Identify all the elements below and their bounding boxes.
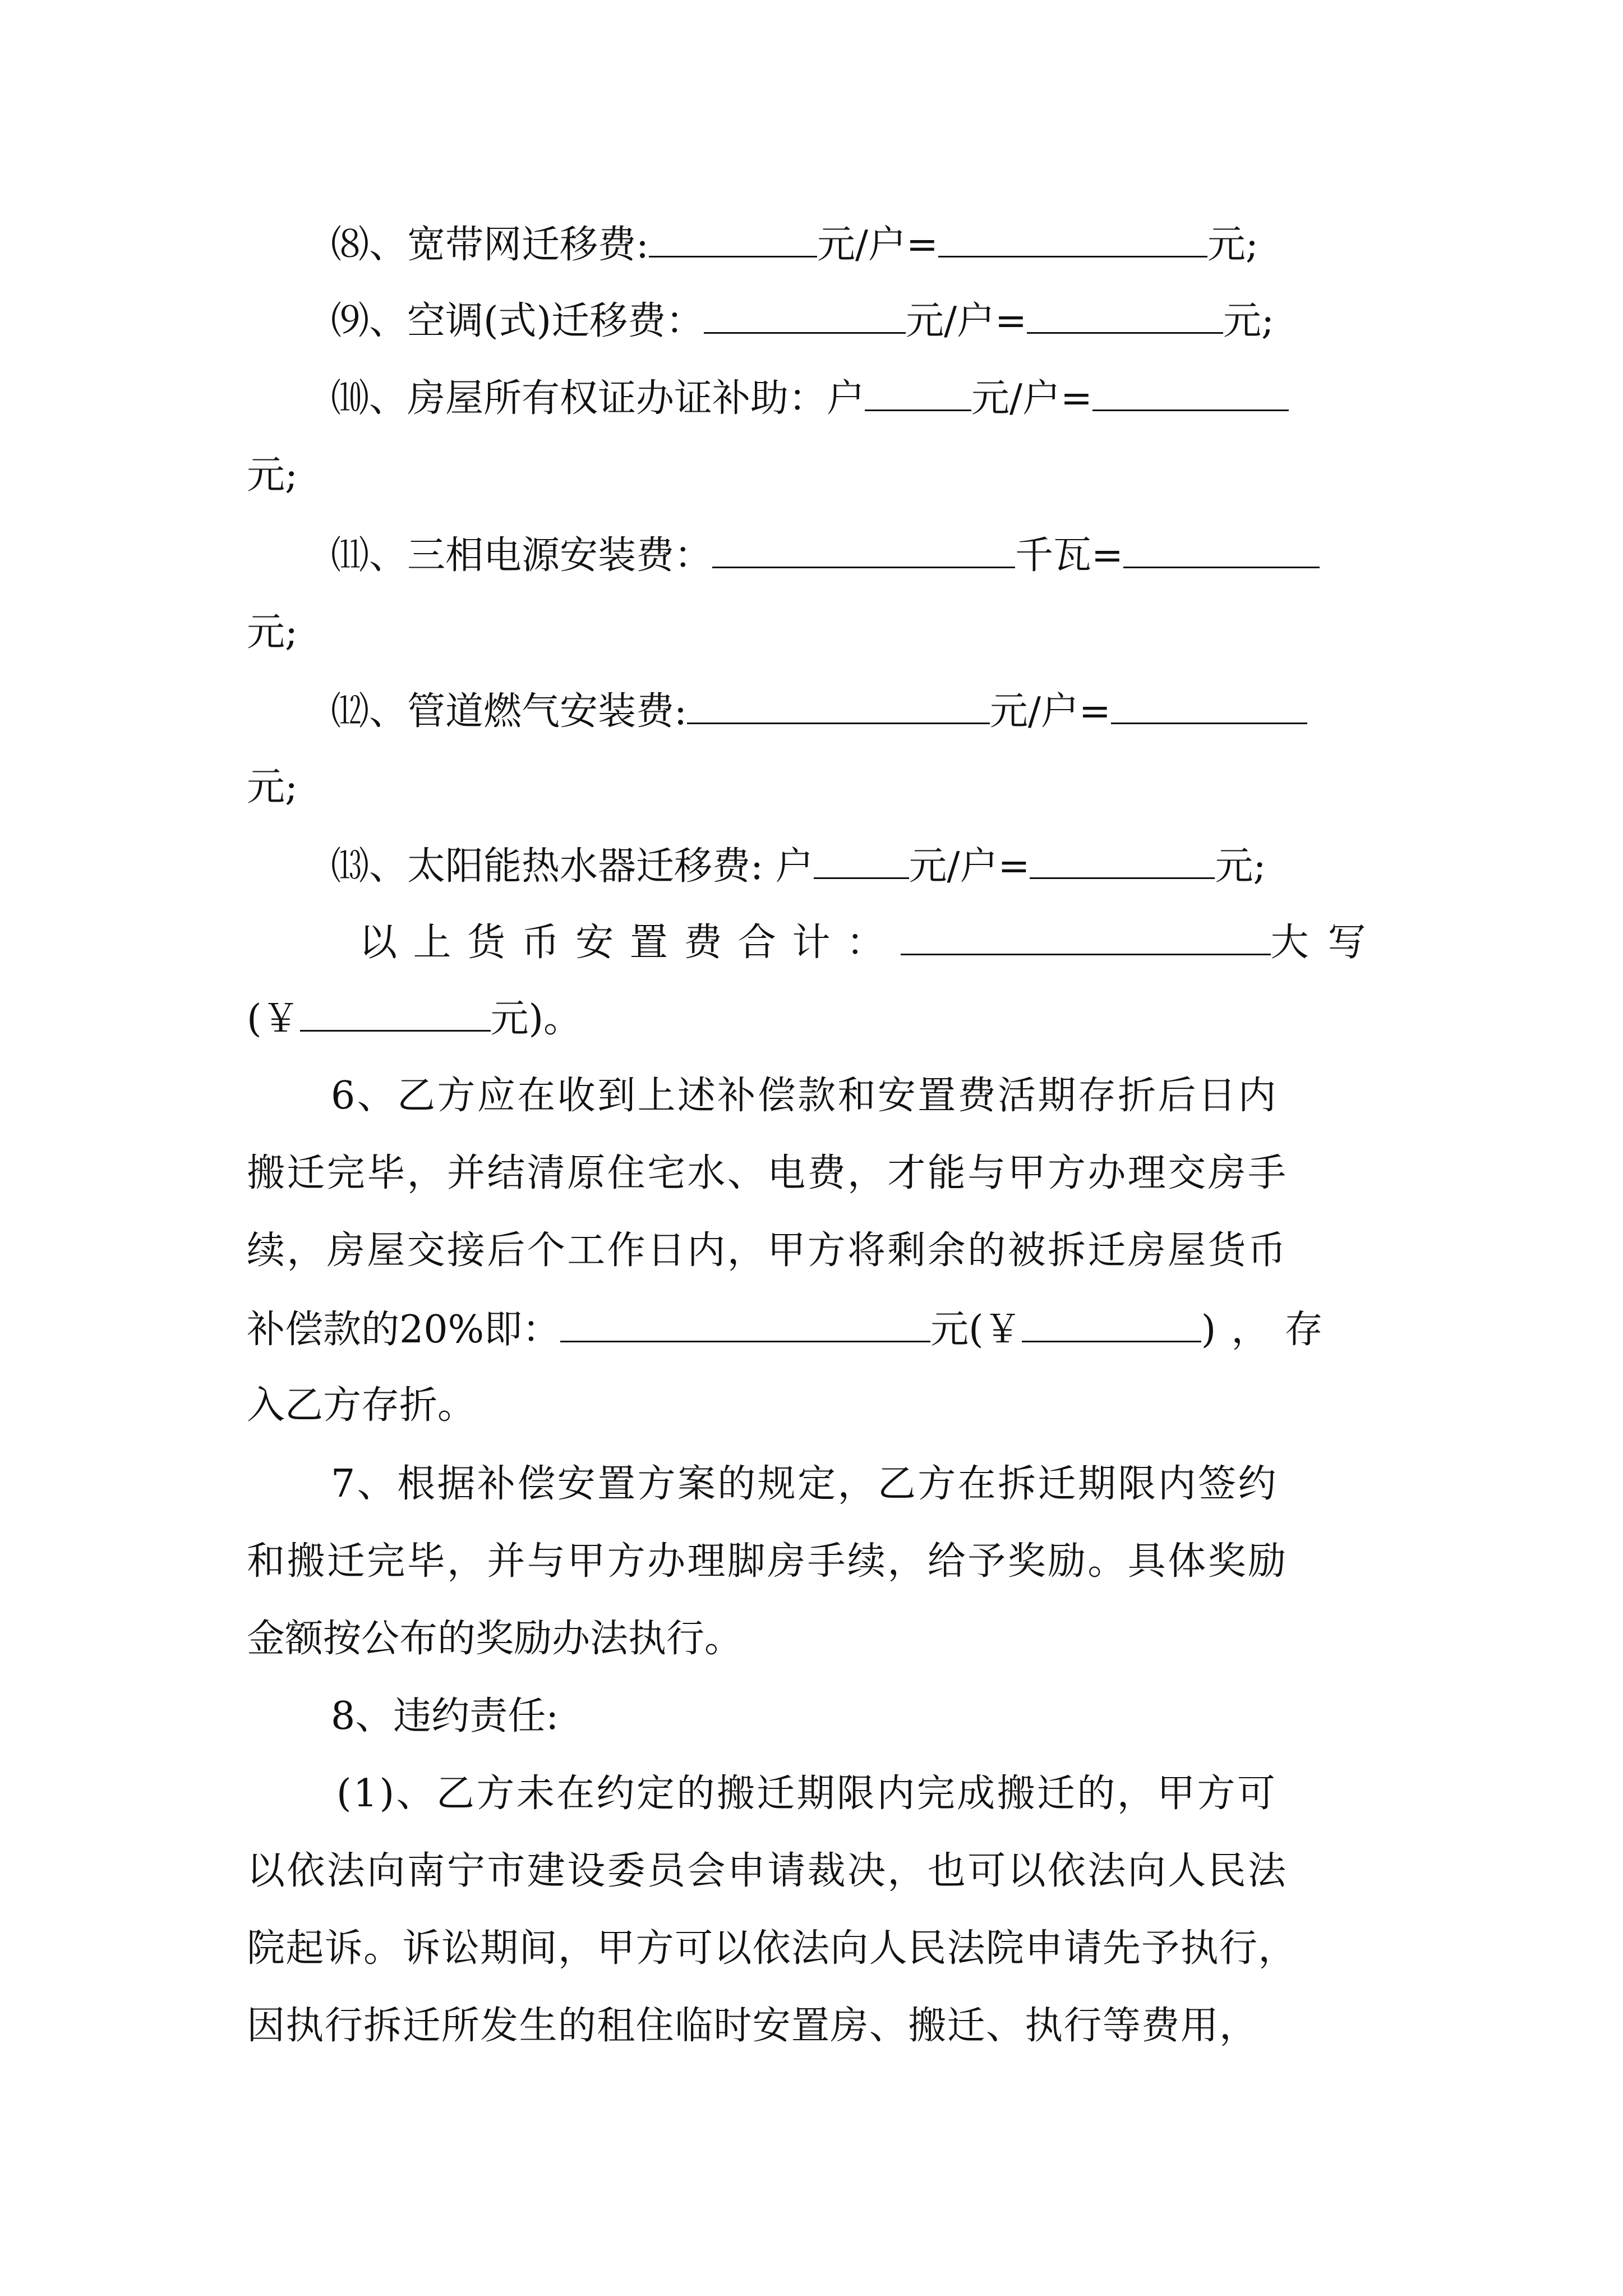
item-number: ⑿ <box>331 689 370 734</box>
item-13-line <box>331 838 1266 894</box>
item-label: 、三相电源安装费： <box>369 533 713 578</box>
total-amount-line: (￥ 元)。 <box>247 991 582 1046</box>
section-6-line-2: 搬迁完毕，并结清原住宅水、电费，才能与甲方办理交房手 <box>247 1151 1288 1195</box>
item-number: ⑾ <box>331 533 370 578</box>
section-6-line-4: 补偿款的20%即： 元(￥ )，存 <box>247 1301 1338 1357</box>
item-10-continuation: 元; <box>247 453 298 498</box>
item-11-line <box>331 527 1320 583</box>
unit-text: 千瓦= <box>1015 533 1124 578</box>
item-11-continuation: 元; <box>247 610 298 655</box>
blank-field <box>1123 527 1320 568</box>
unit-text: 元/户= <box>906 299 1027 343</box>
total-line <box>359 914 1385 970</box>
item-12-continuation: 元; <box>247 765 298 809</box>
blank-field <box>938 217 1207 257</box>
blank-field <box>704 293 906 334</box>
item-number: ⑼ <box>331 299 370 343</box>
unit-text: 元; <box>1215 844 1266 889</box>
blank-field <box>1111 683 1307 724</box>
item-number: ⑻ <box>331 223 370 267</box>
section-8-line-4: 因执行拆迁所发生的租住临时安置房、搬迁、执行等费用， <box>247 2004 1258 2048</box>
section-6-line-5: 入乙方存折。 <box>247 1383 476 1428</box>
item-8-line <box>331 217 1258 272</box>
section-6-line-1: 6、乙方应在收到上述补偿款和安置费活期存折后日内 <box>331 1074 1278 1118</box>
section-6-line-3: 续，房屋交接后个工作日内，甲方将剩余的被拆迁房屋货币 <box>247 1228 1288 1273</box>
section-7-line-2: 和搬迁完毕，并与甲方办理脚房手续，给予奖励。具体奖励 <box>247 1539 1288 1584</box>
blank-field <box>1092 370 1289 411</box>
blank-field <box>901 914 1271 955</box>
total-label: 以上货币安置费合计： <box>359 921 901 965</box>
unit-text: 元/户= <box>817 223 938 267</box>
blank-field <box>300 991 491 1032</box>
unit-text: 元/户= <box>989 689 1111 734</box>
blank-field <box>1030 838 1215 879</box>
section-7-line-1: 7、根据补偿安置方案的规定，乙方在拆迁期限内签约 <box>331 1462 1278 1506</box>
item-label: 、太阳能热水器迁移费: 户 <box>369 844 814 889</box>
blank-field <box>560 1301 930 1342</box>
unit-text: 元/户= <box>971 376 1092 421</box>
item-label: 、宽带网迁移费: <box>369 223 649 267</box>
section-8-line-2: 以依法向南宁市建设委员会申请裁决，也可以依法向人民法 <box>247 1849 1288 1893</box>
section-8-line-1: (1)、乙方未在约定的搬迁期限内完成搬迁的，甲方可 <box>336 1772 1278 1816</box>
blank-field <box>649 217 817 257</box>
blank-field <box>865 370 971 411</box>
blank-field <box>687 683 990 724</box>
item-label: 、管道燃气安装费: <box>369 689 687 734</box>
unit-text: 元; <box>1223 299 1274 343</box>
section-7-line-3: 金额按公布的奖励办法执行。 <box>247 1617 743 1661</box>
section-8-heading: 8、违约责任: <box>331 1694 559 1738</box>
total-daxie: 大写 <box>1270 921 1385 965</box>
blank-field <box>1022 1301 1201 1342</box>
item-label: 、房屋所有权证办证补助：户 <box>369 376 865 421</box>
unit-text: 元; <box>1207 223 1258 267</box>
blank-field <box>712 527 1015 568</box>
item-number: ⑽ <box>331 376 370 421</box>
unit-text: 元/户= <box>909 844 1030 889</box>
item-10-line <box>331 370 1289 426</box>
item-label: 、空调(式)迁移费： <box>369 299 704 343</box>
item-12-line <box>331 683 1307 739</box>
blank-field <box>1027 293 1223 334</box>
section-8-line-3: 院起诉。诉讼期间，甲方可以依法向人民法院申请先予执行， <box>247 1926 1297 1971</box>
item-9-line <box>331 293 1274 348</box>
item-number: ⒀ <box>331 844 370 889</box>
blank-field <box>814 838 909 879</box>
